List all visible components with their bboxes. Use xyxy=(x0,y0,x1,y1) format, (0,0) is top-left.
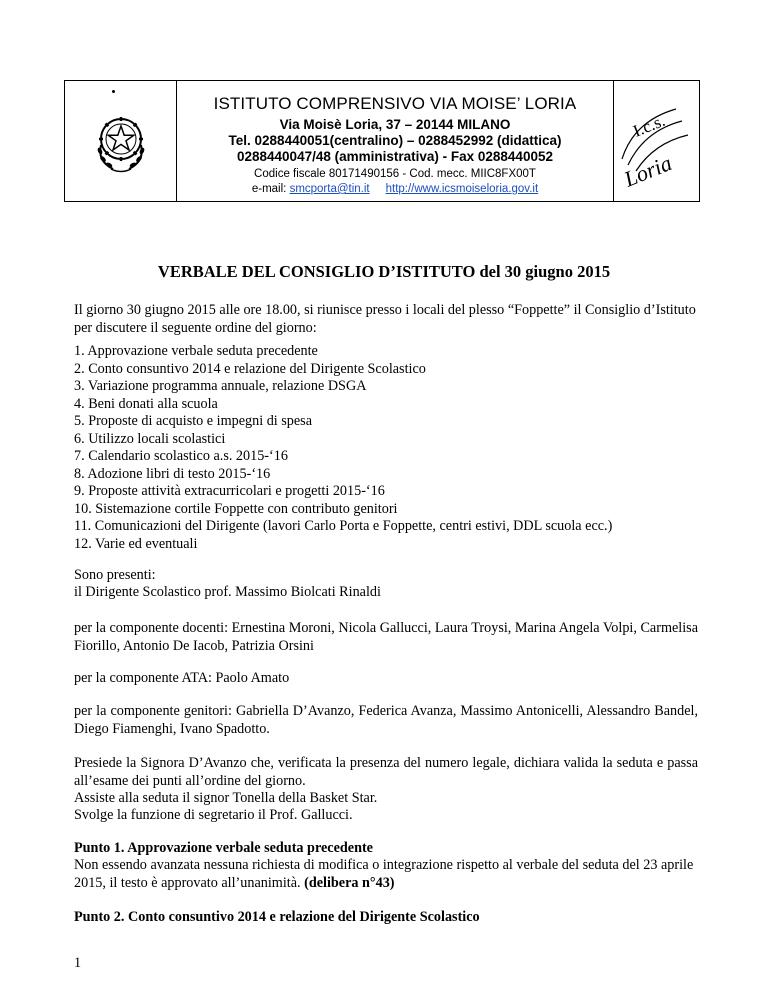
page-number: 1 xyxy=(74,955,82,971)
emblem-cell xyxy=(65,81,177,201)
agenda-item: 11. Comunicazioni del Dirigente (lavori Carlo Porta e Foppette, centri estivi, DDL scuola ecc.) xyxy=(74,518,613,534)
agenda-item: 6. Utilizzo locali scolastici xyxy=(74,430,226,447)
present-heading: Sono presenti: xyxy=(74,567,156,583)
presiede-paragraph: Presiede la Signora D’Avanzo che, verificata la presenza del numero legale, dichiara valida la seduta e passa all’esame dei punti all’ordine del giorno. xyxy=(74,755,698,789)
logo-text-top: I.c.s. xyxy=(630,110,668,141)
phone-line-1: Tel. 0288440051(centralino) – 0288452992 (didattica) xyxy=(228,133,562,148)
website-link[interactable]: http://www.icsmoiseloria.gov.it xyxy=(385,183,539,195)
present-docenti: per la componente docenti: Ernestina Moroni, Nicola Gallucci, Laura Troysi, Marina Angela Volpi, Carmelisa Fiorillo, Antonio De Iacob, Patrizia Orsini xyxy=(74,620,698,654)
agenda-item: 3. Variazione programma annuale, relazione DSGA xyxy=(74,378,367,394)
italian-republic-emblem-icon xyxy=(91,109,151,175)
agenda-item: 1. Approvazione verbale seduta precedente xyxy=(74,343,318,359)
fiscal-codes: Codice fiscale 80171490156 - Cod. mecc. MIIC8FX00T xyxy=(254,168,536,180)
punto2-heading: Punto 2. Conto consuntivo 2014 e relazione del Dirigente Scolastico xyxy=(74,909,480,925)
punto1-text: Non essendo avanzata nessuna richiesta di modifica o integrazione rispetto al verbale del seduta del 23 aprile 2015, il testo è approvato all’unanimità. xyxy=(74,857,694,891)
logo-text-bottom: Loria xyxy=(620,150,676,192)
agenda-item: 12. Varie ed eventuali xyxy=(74,535,198,552)
agenda-item: 8. Adozione libri di testo 2015-‘16 xyxy=(74,465,271,482)
agenda-item: 9. Proposte attività extracurricolari e progetti 2015-‘16 xyxy=(74,483,385,499)
present-ata: per la componente ATA: Paolo Amato xyxy=(74,670,290,686)
agenda-list xyxy=(74,343,698,553)
email-label: e-mail: xyxy=(251,183,287,195)
school-logo-cell xyxy=(613,81,699,201)
dot-mark xyxy=(112,90,115,93)
email-link[interactable]: smcporta@tin.it xyxy=(289,183,370,195)
assiste-line: Assiste alla seduta il signor Tonella della Basket Star. xyxy=(74,790,378,806)
agenda-item: 10. Sistemazione cortile Foppette con contributo genitori xyxy=(74,500,398,517)
punto1-paragraph xyxy=(74,857,698,892)
present-genitori: per la componente genitori: Gabriella D’Avanzo, Federica Avanza, Massimo Antonicelli, Alessandro Bandel, Diego Fiamenghi, Ivano Spadotto. xyxy=(74,703,698,737)
agenda-item: 4. Beni donati alla scuola xyxy=(74,395,218,412)
phone-line-2: 0288440047/48 (amministrativa) - Fax 0288440052 xyxy=(237,149,553,164)
institute-address: Via Moisè Loria, 37 – 20144 MILANO xyxy=(279,117,511,132)
letterhead xyxy=(64,80,700,202)
agenda-item: 5. Proposte di acquisto e impegni di spesa xyxy=(74,413,313,429)
document-title: VERBALE DEL CONSIGLIO D’ISTITUTO del 30 giugno 2015 xyxy=(157,262,611,281)
agenda-item: 7. Calendario scolastico a.s. 2015-‘16 xyxy=(74,448,288,464)
intro-paragraph: Il giorno 30 giugno 2015 alle ore 18.00, si riunisce presso i locali del plesso “Foppette” il Consiglio d’Istituto per discutere il seguente ordine del giorno: xyxy=(74,302,696,336)
contact-line xyxy=(177,182,613,197)
agenda-item: 2. Conto consuntivo 2014 e relazione del Dirigente Scolastico xyxy=(74,360,426,377)
ics-loria-logo-icon xyxy=(614,81,698,200)
punto1-delibera: (delibera n°43) xyxy=(304,874,395,891)
letterhead-text xyxy=(177,81,613,201)
segretario-line: Svolge la funzione di segretario il Prof. Gallucci. xyxy=(74,807,353,823)
punto1-heading: Punto 1. Approvazione verbale seduta precedente xyxy=(74,840,373,856)
present-dirigente: il Dirigente Scolastico prof. Massimo Biolcati Rinaldi xyxy=(74,584,381,600)
institute-name: ISTITUTO COMPRENSIVO VIA MOISE’ LORIA xyxy=(213,94,577,113)
